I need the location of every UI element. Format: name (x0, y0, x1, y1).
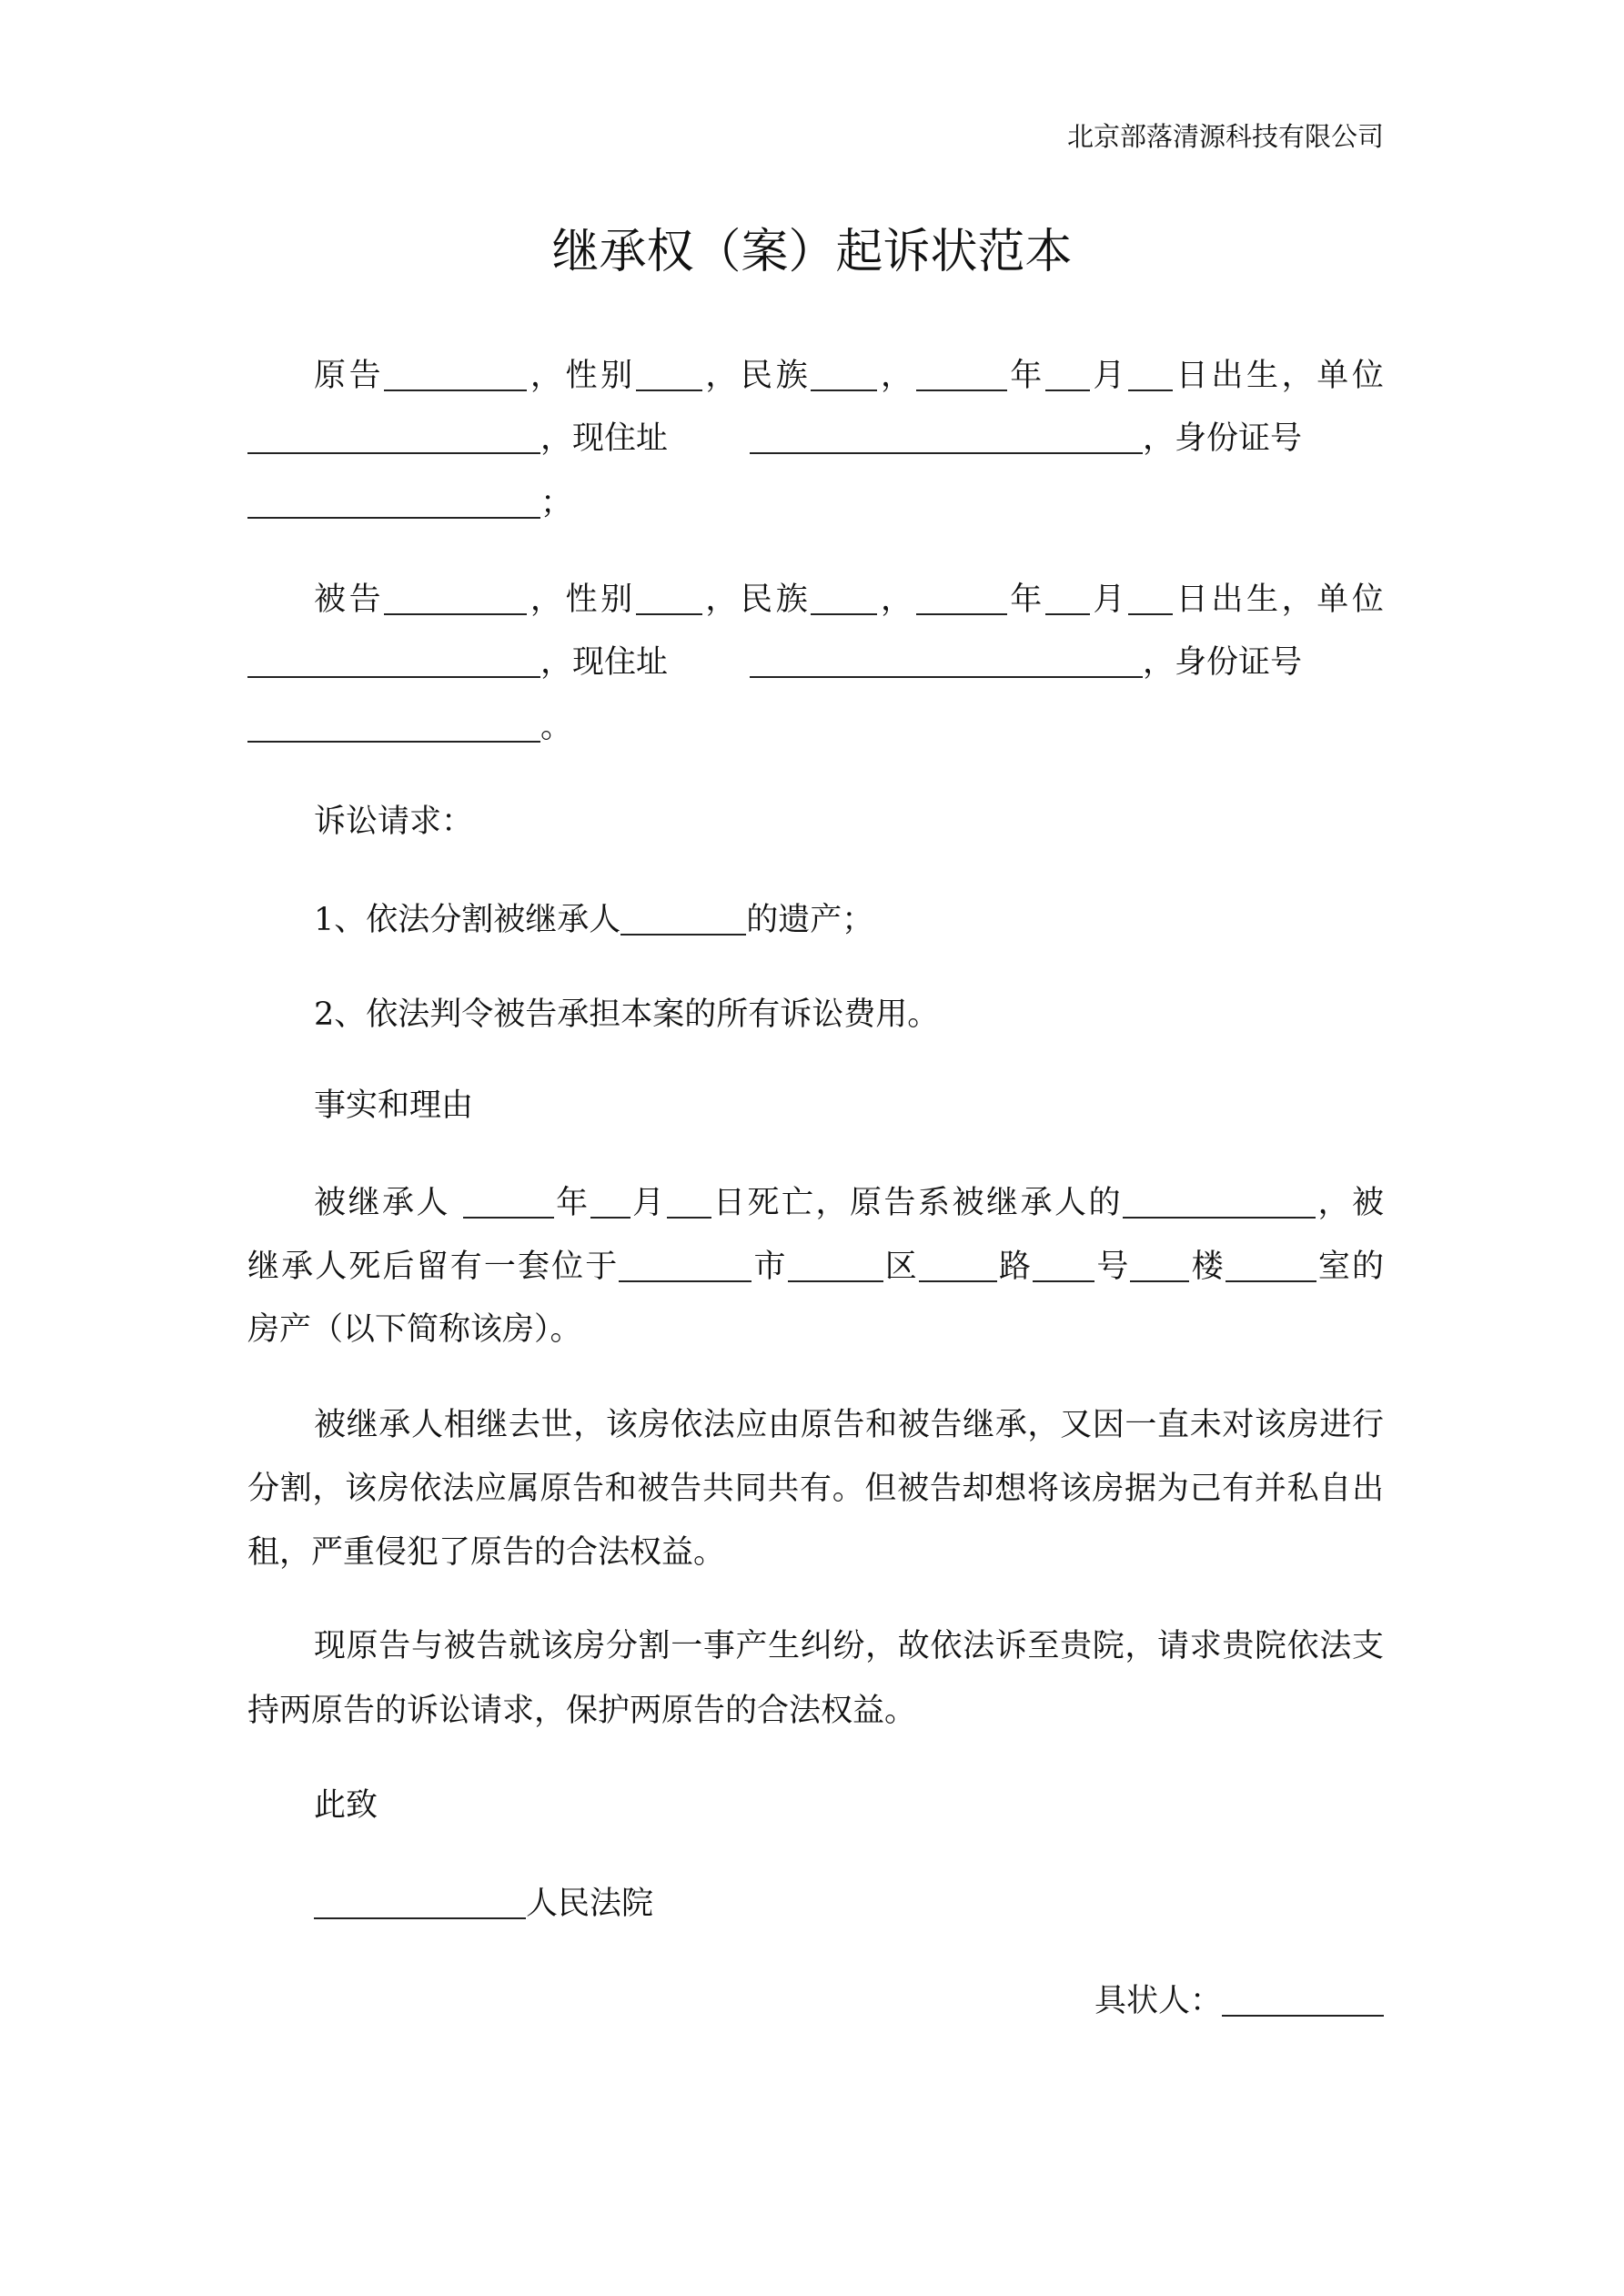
text: 被告 (314, 582, 385, 618)
blank-day[interactable] (1128, 353, 1173, 391)
blank-address[interactable] (750, 640, 1143, 678)
blank-id[interactable] (247, 480, 540, 519)
text: 年 (1006, 358, 1045, 394)
text: 月 (1089, 582, 1129, 618)
facts-p1-line-2 (247, 1243, 1384, 1290)
blank-district[interactable] (788, 1244, 883, 1282)
blank-month[interactable] (1045, 353, 1090, 391)
text: 被继承人 (314, 1185, 463, 1221)
blank-number[interactable] (1033, 1244, 1094, 1282)
court-line (314, 1880, 653, 1927)
facts-p3-line-2: 持两原告的诉讼请求，保护两原告的合法权益。 (247, 1693, 917, 1729)
text: 日出生，单位 (1173, 358, 1384, 394)
defendant-line-3 (247, 703, 572, 751)
blank-road[interactable] (919, 1244, 997, 1282)
text: ， (877, 358, 916, 394)
text: 路 (996, 1249, 1034, 1285)
text: ，被 (1315, 1185, 1384, 1221)
facts-heading: 事实和理由 (314, 1087, 474, 1124)
blank-ethnicity[interactable] (811, 353, 877, 391)
blank-year[interactable] (916, 577, 1007, 615)
text: 继承人死后留有一套位于 (247, 1249, 620, 1285)
blank-signer[interactable] (1222, 1978, 1384, 2017)
text: 日死亡，原告系被继承人的 (711, 1185, 1123, 1221)
text: 区 (883, 1249, 919, 1285)
text: 市 (751, 1249, 788, 1285)
text: ； (540, 485, 573, 521)
blank-decedent[interactable] (620, 897, 746, 936)
blank-city[interactable] (619, 1244, 751, 1282)
salutation: 此致 (314, 1787, 378, 1824)
text: 原告 (314, 358, 385, 394)
blank-month[interactable] (1045, 577, 1090, 615)
defendant-line-1 (314, 576, 1384, 623)
text: ，性别 (527, 582, 636, 618)
blank-court[interactable] (314, 1881, 526, 1919)
blank-name[interactable] (384, 353, 527, 391)
text: 1、依法分割被继承人 (314, 902, 621, 938)
blank-day[interactable] (1128, 577, 1173, 615)
blank-ethnicity[interactable] (811, 577, 877, 615)
plaintiff-line-3 (247, 480, 572, 527)
text: ，现住址 (540, 420, 669, 457)
facts-p2-line-1: 被继承人相继去世，该房依法应由原告和被告继承，又因一直未对该房进行 (314, 1407, 1384, 1443)
signer-line (1094, 1977, 1384, 2025)
text: 的遗产； (746, 902, 874, 938)
blank-id[interactable] (247, 704, 540, 743)
blank-employer[interactable] (247, 640, 540, 678)
facts-p1-line-1 (314, 1179, 1384, 1227)
facts-p2-line-3: 租，严重侵犯了原告的合法权益。 (247, 1534, 726, 1571)
facts-p3-line-1: 现原告与被告就该房分割一事产生纠纷，故依法诉至贵院，请求贵院依法支 (314, 1628, 1384, 1664)
text: 月 (1089, 358, 1129, 394)
blank-name[interactable] (384, 577, 527, 615)
plaintiff-line-2 (247, 415, 1302, 462)
blank-room[interactable] (1226, 1244, 1316, 1282)
text: 月 (630, 1185, 667, 1221)
text: 具状人： (1094, 1983, 1222, 2019)
blank-employer[interactable] (247, 416, 540, 454)
facts-p2-line-2: 分割，该房依法应属原告和被告共同共有。但被告却想将该房据为己有并私自出 (247, 1471, 1384, 1507)
blank-year[interactable] (916, 353, 1007, 391)
blank-year[interactable] (463, 1180, 554, 1219)
text: 。 (540, 709, 573, 745)
text: ， (877, 582, 916, 618)
blank-gender[interactable] (636, 353, 702, 391)
text: ，民族 (701, 358, 812, 394)
text: 年 (1006, 582, 1045, 618)
text: 室的 (1316, 1249, 1384, 1285)
facts-p1-line-3: 房产（以下简称该房）。 (247, 1311, 582, 1348)
blank-address[interactable] (750, 416, 1143, 454)
plaintiff-line-1 (314, 352, 1384, 400)
defendant-line-2 (247, 639, 1302, 686)
text: ，性别 (527, 358, 636, 394)
blank-gender[interactable] (636, 577, 702, 615)
text: ，民族 (701, 582, 812, 618)
text: 年 (553, 1185, 590, 1221)
text: 楼 (1189, 1249, 1226, 1285)
text: ，身份证号 (1143, 420, 1303, 457)
claim-2: 2、依法判令被告承担本案的所有诉讼费用。 (314, 996, 940, 1033)
blank-relation[interactable] (1123, 1180, 1316, 1219)
text: 日出生，单位 (1173, 582, 1384, 618)
blank-month[interactable] (590, 1180, 630, 1219)
company-header: 北京部落清源科技有限公司 (1066, 121, 1384, 152)
text: 号 (1094, 1249, 1131, 1285)
claims-heading: 诉讼请求： (314, 804, 474, 840)
document-title: 继承权（案）起诉状范本 (551, 225, 1073, 279)
blank-day[interactable] (667, 1180, 711, 1219)
text: ，身份证号 (1143, 644, 1303, 681)
text: ，现住址 (540, 644, 669, 681)
text: 人民法院 (526, 1886, 654, 1922)
claim-1 (314, 896, 873, 944)
blank-building[interactable] (1130, 1244, 1189, 1282)
